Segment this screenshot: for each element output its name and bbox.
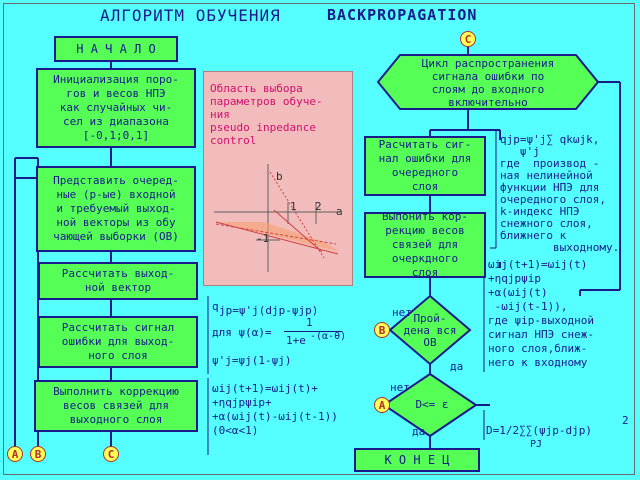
calc-output-box <box>38 262 198 300</box>
error-measure-power: 2 <box>622 414 629 427</box>
start-box <box>54 36 178 62</box>
correct-hidden-box <box>364 212 486 278</box>
no-label-2: нет <box>390 381 410 394</box>
activation-denominator: 1+e <box>286 334 306 347</box>
hidden-error-formula: qjp=ψ'j∑ qkωjk, ψ'j где производ - ная нелинейной функции НПЭ для очередного слоя, k-индекс НПЭ снежного слоя, ближнего к выходному. <box>500 133 620 254</box>
calc-output-label: Рассчитать выход- ной вектор <box>61 267 175 294</box>
yes-label-1: да <box>450 360 464 373</box>
connector-c-left-label: C <box>107 447 115 461</box>
yes-label-2: да <box>412 425 426 438</box>
connector-a-right-label: A <box>378 398 386 412</box>
parameter-region-plot <box>203 71 353 286</box>
connector-b-left-label: B <box>34 447 42 461</box>
plot-a-label: a <box>336 205 343 218</box>
decision-ov-label: Прой- дена вся ОВ <box>403 312 457 349</box>
connector-a-right <box>374 397 390 413</box>
connector-b-right-label: B <box>378 323 386 337</box>
activation-numerator: 1 <box>306 316 313 329</box>
connector-c-top-label: C <box>464 32 472 46</box>
output-error-formula: jp=ψ'j(djp-ψjp) <box>219 304 319 317</box>
end-label: К О Н Е Ц <box>384 453 450 467</box>
connector-a-left-label: A <box>11 447 19 461</box>
plot-2-label: 2 <box>315 200 322 213</box>
title-right: BACKPROPAGATION <box>327 6 478 24</box>
no-label-1: нет <box>392 306 412 319</box>
connector-c-top <box>460 31 476 47</box>
plot-minus1-label: -1 <box>256 232 270 245</box>
activation-exponent: -(α-θ) <box>310 331 347 342</box>
activation-prefix: для ψ(α)= <box>212 326 272 339</box>
error-measure-formula: D=1/2∑∑(ψjp-djp) <box>486 424 592 437</box>
present-box <box>36 166 196 252</box>
title-left: АЛГОРИТМ ОБУЧЕНИЯ <box>100 6 281 25</box>
correct-hidden-label: Выпонить кор- рекцию весов связей для очеркдного слоя <box>381 210 469 279</box>
error-measure-sub: PJ <box>530 439 543 450</box>
calc-error-label: Рассчитать сигнал ошибки для выход- ного слоя <box>61 321 175 362</box>
decision-d-label: D<= ε <box>415 398 449 411</box>
init-box <box>36 68 196 148</box>
calc-hidden-box <box>364 136 486 196</box>
plot-b-label: b <box>276 170 283 183</box>
connector-b-left <box>30 446 46 462</box>
init-label: Инициализация поро- гов и весов НПЭ как случайных чи- сел из диапазона [-0,1;0,1] <box>53 73 179 142</box>
derivative-formula: ψ'j=ψj(1-ψj) <box>212 354 292 367</box>
correct-output-box <box>34 380 198 432</box>
start-label: Н А Ч А Л О <box>76 42 156 56</box>
connector-c-left <box>103 446 119 462</box>
connector-a-left <box>7 446 23 462</box>
correct-output-label: Выполнить коррекцию весов связей для выходного слоя <box>53 385 179 426</box>
calc-error-box <box>38 316 198 368</box>
present-label: Представить очеред- ные (р-ые) входной и требуемый выход- ной векторы из обу чающей выборки (ОВ) <box>53 174 179 243</box>
output-weight-formula: ωij(t+1)=ωij(t)+ +ηqjpψip+ +α(ωij(t)-ωij(t-1)) (0<α<1) <box>212 382 338 437</box>
output-error-q: q <box>212 300 219 313</box>
calc-hidden-label: Расчитать сиг- нал ошибки для очередного слоя <box>378 138 472 193</box>
plot-caption: Область выбора параметров обуче- ния pseudo inpedance control <box>210 82 323 147</box>
end-box <box>354 448 480 472</box>
connector-b-right <box>374 322 390 338</box>
hidden-weight-formula: ωij(t+1)=ωij(t) +ηqjpψip +α(ωij(t) -ωij(t-1)), где ψip-выходной сигнал НПЭ снеж- ного слоя,ближ- него к входному <box>488 258 594 369</box>
loop-label: Цикл распространения сигнала ошибки по слоям до входного включительно <box>421 57 555 109</box>
plot-1-label: 1 <box>290 200 297 213</box>
